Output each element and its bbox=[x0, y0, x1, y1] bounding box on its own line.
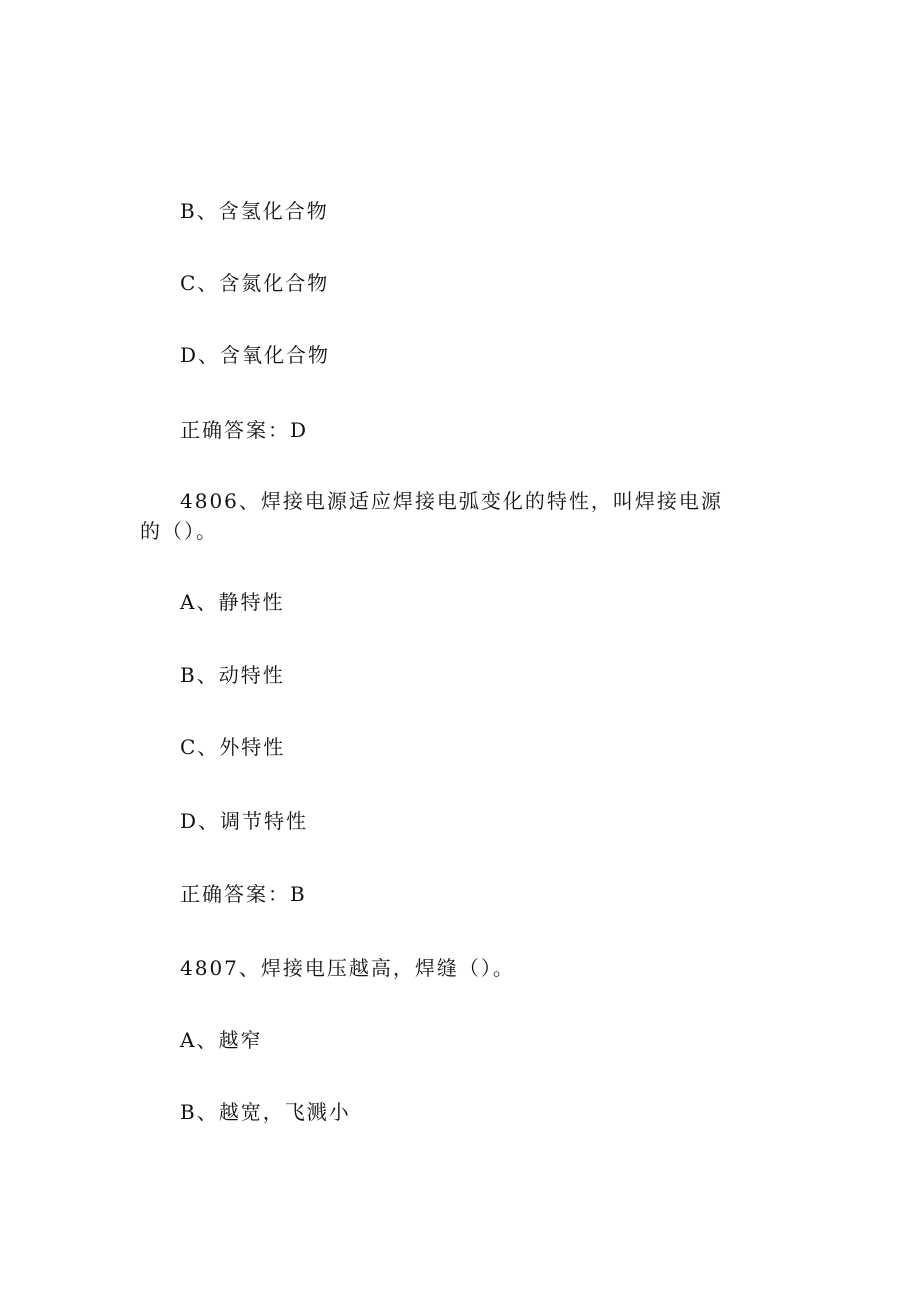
q4806-option-a: A、静特性 bbox=[180, 590, 285, 614]
prev-answer: 正确答案：D bbox=[180, 418, 309, 442]
q4806-option-b: B、动特性 bbox=[180, 663, 285, 687]
q4807-option-b: B、越宽，飞溅小 bbox=[180, 1100, 351, 1124]
q4806-answer: 正确答案：B bbox=[180, 882, 307, 906]
question-4806-text: 4806、焊接电源适应焊接电弧变化的特性，叫焊接电源的（）。 bbox=[140, 489, 723, 543]
prev-option-b: B、含氢化合物 bbox=[180, 199, 329, 223]
q4806-option-c: C、外特性 bbox=[180, 735, 286, 759]
q4806-option-d: D、调节特性 bbox=[180, 809, 309, 833]
q4807-option-a: A、越窄 bbox=[180, 1028, 263, 1052]
question-4807-text: 4807、焊接电压越高，焊缝（）。 bbox=[180, 956, 515, 980]
prev-option-d: D、含氧化合物 bbox=[180, 343, 331, 367]
prev-option-c: C、含氮化合物 bbox=[180, 271, 330, 295]
